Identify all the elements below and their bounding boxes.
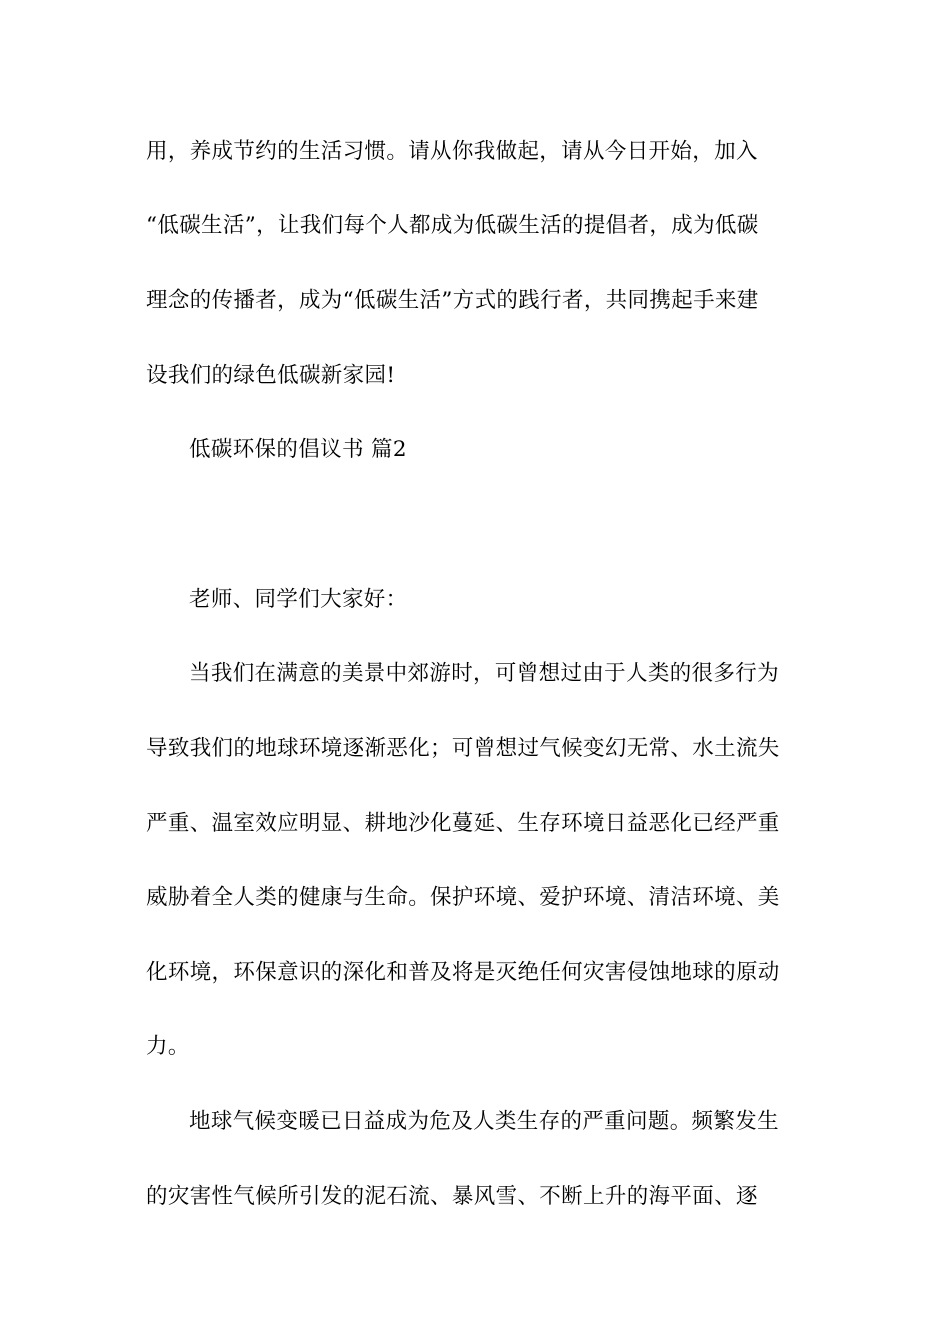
paragraph-line: “低碳生活”，让我们每个人都成为低碳生活的提倡者，成为低碳	[146, 213, 759, 238]
paragraph-line: 严重、温室效应明显、耕地沙化蔓延、生存环境日益恶化已经严重	[146, 811, 780, 836]
paragraph-line: 理念的传播者，成为“低碳生活”方式的践行者，共同携起手来建	[146, 288, 759, 313]
paragraph-line: 力。	[146, 1034, 190, 1059]
greeting: 老师、同学们大家好：	[189, 587, 408, 612]
paragraph-line: 当我们在满意的美景中郊游时，可曾想过由于人类的很多行为	[189, 661, 779, 686]
section-heading: 低碳环保的倡议书 篇2	[189, 437, 407, 462]
paragraph-line: 设我们的绿色低碳新家园!	[146, 363, 396, 388]
paragraph-line: 导致我们的地球环境逐渐恶化；可曾想过气候变幻无常、水土流失	[146, 736, 780, 761]
paragraph-line: 地球气候变暖已日益成为危及人类生存的严重问题。频繁发生	[189, 1109, 779, 1134]
paragraph-line: 威胁着全人类的健康与生命。保护环境、爱护环境、清洁环境、美	[146, 885, 780, 910]
paragraph-line: 用，养成节约的生活习惯。请从你我做起，请从今日开始，加入	[146, 139, 758, 164]
paragraph-line: 的灾害性气候所引发的泥石流、暴风雪、不断上升的海平面、逐	[146, 1184, 758, 1209]
paragraph-line: 化环境，环保意识的深化和普及将是灭绝任何灾害侵蚀地球的原动	[146, 960, 780, 985]
